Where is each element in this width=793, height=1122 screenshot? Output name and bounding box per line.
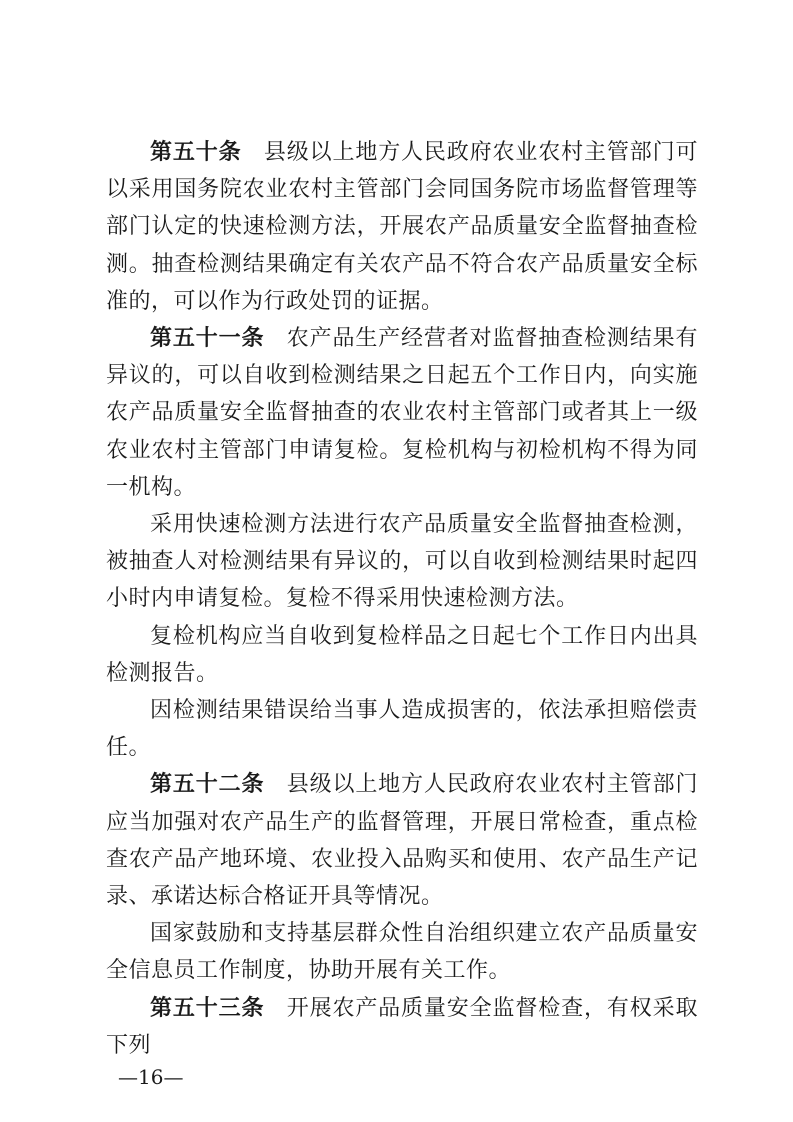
paragraph-article-50: [106, 134, 698, 320]
paragraph-text: 农产品生产经营者对监督抽查检测结果有异议的，可以自收到检测结果之日起五个工作日内，向实施农产品质量安全监督抽查的农业农村主管部门或者其上一级农业农村主管部门申请复检。复检机构与初检机构不得为同一机构。: [106, 326, 698, 500]
paragraph-article-52-informants: [106, 915, 698, 989]
paragraph-text: 采用快速检测方法进行农产品质量安全监督抽查检测，被抽查人对检测结果有异议的，可以自收到检测结果时起四小时内申请复检。复检不得采用快速检测方法。: [106, 512, 698, 612]
document-page: [106, 134, 698, 1064]
paragraph-article-51-report: [106, 618, 698, 692]
paragraph-article-53: [106, 990, 698, 1064]
article-heading: 第五十三条: [150, 995, 265, 1021]
paragraph-article-52: [106, 766, 698, 915]
paragraph-text: 因检测结果错误给当事人造成损害的，依法承担赔偿责任。: [106, 698, 698, 761]
paragraph-article-51-rapid-test: [106, 506, 698, 618]
paragraph-text: 复检机构应当自收到复检样品之日起七个工作日内出具检测报告。: [106, 623, 698, 686]
page-number: —16—: [118, 1065, 184, 1089]
paragraph-text: 县级以上地方人民政府农业农村主管部门可以采用国务院农业农村主管部门会同国务院市场监督管理等部门认定的快速检测方法，开展农产品质量安全监督抽查检测。抽查检测结果确定有关农产品不符合农产品质量安全标准的，可以作为行政处罚的证据。: [106, 140, 698, 314]
article-heading: 第五十条: [150, 140, 242, 165]
paragraph-article-51: [106, 320, 698, 506]
article-heading: 第五十一条: [150, 326, 265, 352]
paragraph-text: 开展农产品质量安全监督检查，有权采取下列: [106, 995, 698, 1058]
paragraph-text: 国家鼓励和支持基层群众性自治组织建立农产品质量安全信息员工作制度，协助开展有关工作。: [106, 921, 698, 984]
paragraph-article-51-liability: [106, 692, 698, 766]
paragraph-text: 县级以上地方人民政府农业农村主管部门应当加强对农产品生产的监督管理，开展日常检查，重点检查农产品产地环境、农业投入品购买和使用、农产品生产记录、承诺达标合格证开具等情况。: [106, 772, 698, 910]
article-heading: 第五十二条: [150, 772, 265, 798]
